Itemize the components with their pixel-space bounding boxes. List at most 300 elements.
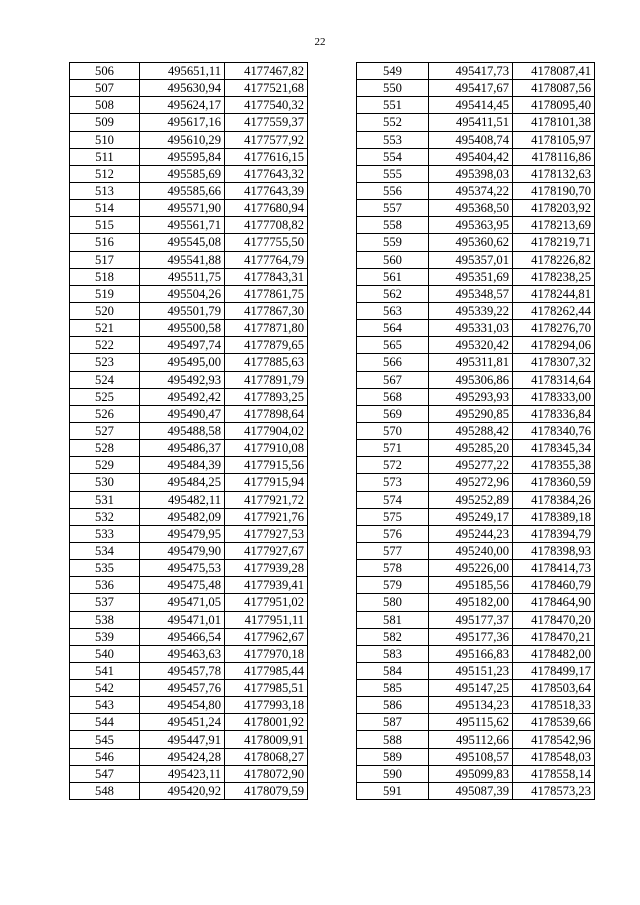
x-coordinate-cell: 495360,62 xyxy=(429,234,513,251)
point-number-cell: 556 xyxy=(357,182,429,199)
point-number-cell: 578 xyxy=(357,560,429,577)
point-number-cell: 541 xyxy=(70,662,140,679)
y-coordinate-cell: 4178132,63 xyxy=(513,165,595,182)
point-number-cell: 532 xyxy=(70,508,140,525)
table-row xyxy=(70,577,308,594)
point-number-cell: 518 xyxy=(70,268,140,285)
x-coordinate-cell: 495463,63 xyxy=(140,645,225,662)
table-row xyxy=(70,165,308,182)
table-row xyxy=(70,148,308,165)
point-number-cell: 537 xyxy=(70,594,140,611)
point-number-cell: 510 xyxy=(70,131,140,148)
coordinates-table-left xyxy=(69,62,308,800)
point-number-cell: 535 xyxy=(70,560,140,577)
x-coordinate-cell: 495087,39 xyxy=(429,782,513,799)
y-coordinate-cell: 4178539,66 xyxy=(513,714,595,731)
x-coordinate-cell: 495457,78 xyxy=(140,662,225,679)
y-coordinate-cell: 4178360,59 xyxy=(513,474,595,491)
table-row xyxy=(357,628,595,645)
table-row xyxy=(70,217,308,234)
point-number-cell: 533 xyxy=(70,525,140,542)
point-number-cell: 567 xyxy=(357,371,429,388)
x-coordinate-cell: 495417,67 xyxy=(429,80,513,97)
x-coordinate-cell: 495134,23 xyxy=(429,697,513,714)
table-row xyxy=(70,611,308,628)
point-number-cell: 557 xyxy=(357,200,429,217)
table-row xyxy=(70,63,308,80)
y-coordinate-cell: 4177755,50 xyxy=(225,234,308,251)
y-coordinate-cell: 4177643,32 xyxy=(225,165,308,182)
point-number-cell: 560 xyxy=(357,251,429,268)
point-number-cell: 555 xyxy=(357,165,429,182)
x-coordinate-cell: 495398,03 xyxy=(429,165,513,182)
y-coordinate-cell: 4177939,28 xyxy=(225,560,308,577)
x-coordinate-cell: 495571,90 xyxy=(140,200,225,217)
x-coordinate-cell: 495411,51 xyxy=(429,114,513,131)
y-coordinate-cell: 4177577,92 xyxy=(225,131,308,148)
point-number-cell: 512 xyxy=(70,165,140,182)
y-coordinate-cell: 4178470,20 xyxy=(513,611,595,628)
table-row xyxy=(70,320,308,337)
x-coordinate-cell: 495492,93 xyxy=(140,371,225,388)
table-row xyxy=(70,731,308,748)
y-coordinate-cell: 4177927,67 xyxy=(225,542,308,559)
point-number-cell: 542 xyxy=(70,680,140,697)
x-coordinate-cell: 495115,62 xyxy=(429,714,513,731)
table-row xyxy=(357,440,595,457)
point-number-cell: 569 xyxy=(357,405,429,422)
y-coordinate-cell: 4178079,59 xyxy=(225,782,308,799)
y-coordinate-cell: 4178203,92 xyxy=(513,200,595,217)
y-coordinate-cell: 4177643,39 xyxy=(225,182,308,199)
x-coordinate-cell: 495147,25 xyxy=(429,680,513,697)
x-coordinate-cell: 495482,09 xyxy=(140,508,225,525)
table-row xyxy=(70,457,308,474)
point-number-cell: 562 xyxy=(357,285,429,302)
point-number-cell: 515 xyxy=(70,217,140,234)
table-row xyxy=(357,302,595,319)
table-row xyxy=(357,577,595,594)
y-coordinate-cell: 4178336,84 xyxy=(513,405,595,422)
point-number-cell: 574 xyxy=(357,491,429,508)
y-coordinate-cell: 4178464,90 xyxy=(513,594,595,611)
x-coordinate-cell: 495417,73 xyxy=(429,63,513,80)
table-row xyxy=(357,508,595,525)
point-number-cell: 559 xyxy=(357,234,429,251)
x-coordinate-cell: 495404,42 xyxy=(429,148,513,165)
table-row xyxy=(357,491,595,508)
x-coordinate-cell: 495475,53 xyxy=(140,560,225,577)
x-coordinate-cell: 495331,03 xyxy=(429,320,513,337)
point-number-cell: 527 xyxy=(70,422,140,439)
table-row xyxy=(357,542,595,559)
y-coordinate-cell: 4177915,56 xyxy=(225,457,308,474)
point-number-cell: 573 xyxy=(357,474,429,491)
y-coordinate-cell: 4177898,64 xyxy=(225,405,308,422)
point-number-cell: 553 xyxy=(357,131,429,148)
y-coordinate-cell: 4177708,82 xyxy=(225,217,308,234)
table-row xyxy=(70,285,308,302)
y-coordinate-cell: 4177921,72 xyxy=(225,491,308,508)
x-coordinate-cell: 495585,69 xyxy=(140,165,225,182)
point-number-cell: 545 xyxy=(70,731,140,748)
point-number-cell: 582 xyxy=(357,628,429,645)
table-row xyxy=(70,594,308,611)
x-coordinate-cell: 495424,28 xyxy=(140,748,225,765)
table-row xyxy=(70,268,308,285)
table-row xyxy=(357,748,595,765)
y-coordinate-cell: 4177893,25 xyxy=(225,388,308,405)
y-coordinate-cell: 4178398,93 xyxy=(513,542,595,559)
table-row xyxy=(357,80,595,97)
y-coordinate-cell: 4177921,76 xyxy=(225,508,308,525)
y-coordinate-cell: 4177891,79 xyxy=(225,371,308,388)
point-number-cell: 509 xyxy=(70,114,140,131)
point-number-cell: 524 xyxy=(70,371,140,388)
point-number-cell: 530 xyxy=(70,474,140,491)
point-number-cell: 580 xyxy=(357,594,429,611)
point-number-cell: 564 xyxy=(357,320,429,337)
y-coordinate-cell: 4177927,53 xyxy=(225,525,308,542)
point-number-cell: 508 xyxy=(70,97,140,114)
x-coordinate-cell: 495423,11 xyxy=(140,765,225,782)
table-row xyxy=(70,782,308,799)
x-coordinate-cell: 495357,01 xyxy=(429,251,513,268)
table-row xyxy=(357,251,595,268)
x-coordinate-cell: 495484,39 xyxy=(140,457,225,474)
table-row xyxy=(70,662,308,679)
point-number-cell: 522 xyxy=(70,337,140,354)
coordinates-table-body xyxy=(357,63,595,800)
point-number-cell: 549 xyxy=(357,63,429,80)
point-number-cell: 547 xyxy=(70,765,140,782)
point-number-cell: 590 xyxy=(357,765,429,782)
point-number-cell: 514 xyxy=(70,200,140,217)
point-number-cell: 576 xyxy=(357,525,429,542)
x-coordinate-cell: 495484,25 xyxy=(140,474,225,491)
y-coordinate-cell: 4178558,14 xyxy=(513,765,595,782)
x-coordinate-cell: 495252,89 xyxy=(429,491,513,508)
x-coordinate-cell: 495288,42 xyxy=(429,422,513,439)
point-number-cell: 523 xyxy=(70,354,140,371)
table-row xyxy=(357,457,595,474)
x-coordinate-cell: 495244,23 xyxy=(429,525,513,542)
y-coordinate-cell: 4178105,97 xyxy=(513,131,595,148)
table-row xyxy=(357,594,595,611)
x-coordinate-cell: 495651,11 xyxy=(140,63,225,80)
table-row xyxy=(357,268,595,285)
y-coordinate-cell: 4178190,70 xyxy=(513,182,595,199)
table-row xyxy=(357,645,595,662)
table-row xyxy=(357,422,595,439)
table-row xyxy=(357,662,595,679)
table-row xyxy=(70,542,308,559)
y-coordinate-cell: 4178518,33 xyxy=(513,697,595,714)
table-row xyxy=(357,337,595,354)
y-coordinate-cell: 4178482,00 xyxy=(513,645,595,662)
x-coordinate-cell: 495311,81 xyxy=(429,354,513,371)
y-coordinate-cell: 4177843,31 xyxy=(225,268,308,285)
x-coordinate-cell: 495479,90 xyxy=(140,542,225,559)
y-coordinate-cell: 4177915,94 xyxy=(225,474,308,491)
point-number-cell: 552 xyxy=(357,114,429,131)
x-coordinate-cell: 495492,42 xyxy=(140,388,225,405)
y-coordinate-cell: 4178068,27 xyxy=(225,748,308,765)
y-coordinate-cell: 4177559,37 xyxy=(225,114,308,131)
table-row xyxy=(70,474,308,491)
point-number-cell: 577 xyxy=(357,542,429,559)
x-coordinate-cell: 495306,86 xyxy=(429,371,513,388)
table-row xyxy=(70,680,308,697)
table-row xyxy=(357,131,595,148)
x-coordinate-cell: 495240,00 xyxy=(429,542,513,559)
x-coordinate-cell: 495490,47 xyxy=(140,405,225,422)
point-number-cell: 529 xyxy=(70,457,140,474)
x-coordinate-cell: 495595,84 xyxy=(140,148,225,165)
point-number-cell: 525 xyxy=(70,388,140,405)
x-coordinate-cell: 495249,17 xyxy=(429,508,513,525)
table-row xyxy=(357,354,595,371)
table-row xyxy=(70,371,308,388)
point-number-cell: 531 xyxy=(70,491,140,508)
point-number-cell: 589 xyxy=(357,748,429,765)
y-coordinate-cell: 4178548,03 xyxy=(513,748,595,765)
x-coordinate-cell: 495482,11 xyxy=(140,491,225,508)
table-row xyxy=(357,165,595,182)
x-coordinate-cell: 495471,05 xyxy=(140,594,225,611)
y-coordinate-cell: 4178294,06 xyxy=(513,337,595,354)
y-coordinate-cell: 4178460,79 xyxy=(513,577,595,594)
point-number-cell: 506 xyxy=(70,63,140,80)
y-coordinate-cell: 4178307,32 xyxy=(513,354,595,371)
y-coordinate-cell: 4177985,44 xyxy=(225,662,308,679)
table-row xyxy=(357,697,595,714)
table-row xyxy=(70,765,308,782)
y-coordinate-cell: 4177910,08 xyxy=(225,440,308,457)
y-coordinate-cell: 4178573,23 xyxy=(513,782,595,799)
x-coordinate-cell: 495177,36 xyxy=(429,628,513,645)
table-row xyxy=(70,97,308,114)
point-number-cell: 572 xyxy=(357,457,429,474)
point-number-cell: 551 xyxy=(357,97,429,114)
x-coordinate-cell: 495486,37 xyxy=(140,440,225,457)
point-number-cell: 526 xyxy=(70,405,140,422)
y-coordinate-cell: 4178219,71 xyxy=(513,234,595,251)
table-row xyxy=(70,628,308,645)
x-coordinate-cell: 495466,54 xyxy=(140,628,225,645)
point-number-cell: 571 xyxy=(357,440,429,457)
table-row xyxy=(70,508,308,525)
point-number-cell: 539 xyxy=(70,628,140,645)
y-coordinate-cell: 4177951,02 xyxy=(225,594,308,611)
y-coordinate-cell: 4178095,40 xyxy=(513,97,595,114)
table-row xyxy=(357,525,595,542)
point-number-cell: 588 xyxy=(357,731,429,748)
table-row xyxy=(70,234,308,251)
x-coordinate-cell: 495290,85 xyxy=(429,405,513,422)
y-coordinate-cell: 4178087,41 xyxy=(513,63,595,80)
x-coordinate-cell: 495414,45 xyxy=(429,97,513,114)
point-number-cell: 568 xyxy=(357,388,429,405)
x-coordinate-cell: 495363,95 xyxy=(429,217,513,234)
point-number-cell: 566 xyxy=(357,354,429,371)
y-coordinate-cell: 4178414,73 xyxy=(513,560,595,577)
x-coordinate-cell: 495500,58 xyxy=(140,320,225,337)
x-coordinate-cell: 495177,37 xyxy=(429,611,513,628)
point-number-cell: 513 xyxy=(70,182,140,199)
y-coordinate-cell: 4178355,38 xyxy=(513,457,595,474)
x-coordinate-cell: 495497,74 xyxy=(140,337,225,354)
point-number-cell: 584 xyxy=(357,662,429,679)
table-row xyxy=(357,200,595,217)
x-coordinate-cell: 495272,96 xyxy=(429,474,513,491)
x-coordinate-cell: 495166,83 xyxy=(429,645,513,662)
x-coordinate-cell: 495151,23 xyxy=(429,662,513,679)
point-number-cell: 563 xyxy=(357,302,429,319)
point-number-cell: 540 xyxy=(70,645,140,662)
table-row xyxy=(70,200,308,217)
y-coordinate-cell: 4178101,38 xyxy=(513,114,595,131)
point-number-cell: 583 xyxy=(357,645,429,662)
y-coordinate-cell: 4177867,30 xyxy=(225,302,308,319)
table-row xyxy=(70,182,308,199)
y-coordinate-cell: 4178542,96 xyxy=(513,731,595,748)
point-number-cell: 546 xyxy=(70,748,140,765)
table-row xyxy=(357,680,595,697)
table-row xyxy=(70,114,308,131)
y-coordinate-cell: 4177467,82 xyxy=(225,63,308,80)
table-row xyxy=(357,388,595,405)
table-row xyxy=(357,714,595,731)
x-coordinate-cell: 495368,50 xyxy=(429,200,513,217)
point-number-cell: 536 xyxy=(70,577,140,594)
table-row xyxy=(357,285,595,302)
table-row xyxy=(70,388,308,405)
x-coordinate-cell: 495099,83 xyxy=(429,765,513,782)
coordinates-table-right xyxy=(356,62,595,800)
table-row xyxy=(357,611,595,628)
y-coordinate-cell: 4177885,63 xyxy=(225,354,308,371)
point-number-cell: 570 xyxy=(357,422,429,439)
x-coordinate-cell: 495457,76 xyxy=(140,680,225,697)
table-row xyxy=(357,63,595,80)
point-number-cell: 528 xyxy=(70,440,140,457)
y-coordinate-cell: 4178226,82 xyxy=(513,251,595,268)
coordinates-table-body xyxy=(70,63,308,800)
point-number-cell: 544 xyxy=(70,714,140,731)
y-coordinate-cell: 4178384,26 xyxy=(513,491,595,508)
table-row xyxy=(70,525,308,542)
y-coordinate-cell: 4177521,68 xyxy=(225,80,308,97)
table-row xyxy=(357,731,595,748)
x-coordinate-cell: 495561,71 xyxy=(140,217,225,234)
point-number-cell: 521 xyxy=(70,320,140,337)
y-coordinate-cell: 4177985,51 xyxy=(225,680,308,697)
table-row xyxy=(70,337,308,354)
x-coordinate-cell: 495541,88 xyxy=(140,251,225,268)
x-coordinate-cell: 495479,95 xyxy=(140,525,225,542)
x-coordinate-cell: 495320,42 xyxy=(429,337,513,354)
table-row xyxy=(70,422,308,439)
y-coordinate-cell: 4178238,25 xyxy=(513,268,595,285)
table-row xyxy=(70,251,308,268)
table-row xyxy=(70,440,308,457)
point-number-cell: 520 xyxy=(70,302,140,319)
x-coordinate-cell: 495348,57 xyxy=(429,285,513,302)
y-coordinate-cell: 4177879,65 xyxy=(225,337,308,354)
table-row xyxy=(357,560,595,577)
table-row xyxy=(70,560,308,577)
y-coordinate-cell: 4177970,18 xyxy=(225,645,308,662)
point-number-cell: 587 xyxy=(357,714,429,731)
x-coordinate-cell: 495451,24 xyxy=(140,714,225,731)
point-number-cell: 538 xyxy=(70,611,140,628)
y-coordinate-cell: 4177962,67 xyxy=(225,628,308,645)
y-coordinate-cell: 4178314,64 xyxy=(513,371,595,388)
table-row xyxy=(357,217,595,234)
y-coordinate-cell: 4178009,91 xyxy=(225,731,308,748)
x-coordinate-cell: 495285,20 xyxy=(429,440,513,457)
point-number-cell: 548 xyxy=(70,782,140,799)
y-coordinate-cell: 4177993,18 xyxy=(225,697,308,714)
y-coordinate-cell: 4178116,86 xyxy=(513,148,595,165)
table-row xyxy=(70,302,308,319)
point-number-cell: 561 xyxy=(357,268,429,285)
x-coordinate-cell: 495585,66 xyxy=(140,182,225,199)
table-row xyxy=(357,234,595,251)
x-coordinate-cell: 495617,16 xyxy=(140,114,225,131)
table-row xyxy=(70,748,308,765)
y-coordinate-cell: 4178087,56 xyxy=(513,80,595,97)
point-number-cell: 554 xyxy=(357,148,429,165)
point-number-cell: 586 xyxy=(357,697,429,714)
point-number-cell: 585 xyxy=(357,680,429,697)
x-coordinate-cell: 495511,75 xyxy=(140,268,225,285)
x-coordinate-cell: 495488,58 xyxy=(140,422,225,439)
point-number-cell: 591 xyxy=(357,782,429,799)
y-coordinate-cell: 4178262,44 xyxy=(513,302,595,319)
point-number-cell: 565 xyxy=(357,337,429,354)
x-coordinate-cell: 495226,00 xyxy=(429,560,513,577)
y-coordinate-cell: 4178244,81 xyxy=(513,285,595,302)
y-coordinate-cell: 4178499,17 xyxy=(513,662,595,679)
x-coordinate-cell: 495610,29 xyxy=(140,131,225,148)
y-coordinate-cell: 4178340,76 xyxy=(513,422,595,439)
table-row xyxy=(357,405,595,422)
table-row xyxy=(357,148,595,165)
point-number-cell: 516 xyxy=(70,234,140,251)
table-row xyxy=(357,320,595,337)
y-coordinate-cell: 4178470,21 xyxy=(513,628,595,645)
table-row xyxy=(70,491,308,508)
x-coordinate-cell: 495277,22 xyxy=(429,457,513,474)
point-number-cell: 543 xyxy=(70,697,140,714)
y-coordinate-cell: 4178001,92 xyxy=(225,714,308,731)
table-row xyxy=(357,114,595,131)
point-number-cell: 558 xyxy=(357,217,429,234)
y-coordinate-cell: 4177540,32 xyxy=(225,97,308,114)
x-coordinate-cell: 495420,92 xyxy=(140,782,225,799)
point-number-cell: 519 xyxy=(70,285,140,302)
y-coordinate-cell: 4177871,80 xyxy=(225,320,308,337)
table-row xyxy=(70,714,308,731)
y-coordinate-cell: 4178333,00 xyxy=(513,388,595,405)
table-row xyxy=(70,80,308,97)
y-coordinate-cell: 4177680,94 xyxy=(225,200,308,217)
point-number-cell: 550 xyxy=(357,80,429,97)
x-coordinate-cell: 495185,56 xyxy=(429,577,513,594)
table-row xyxy=(357,371,595,388)
